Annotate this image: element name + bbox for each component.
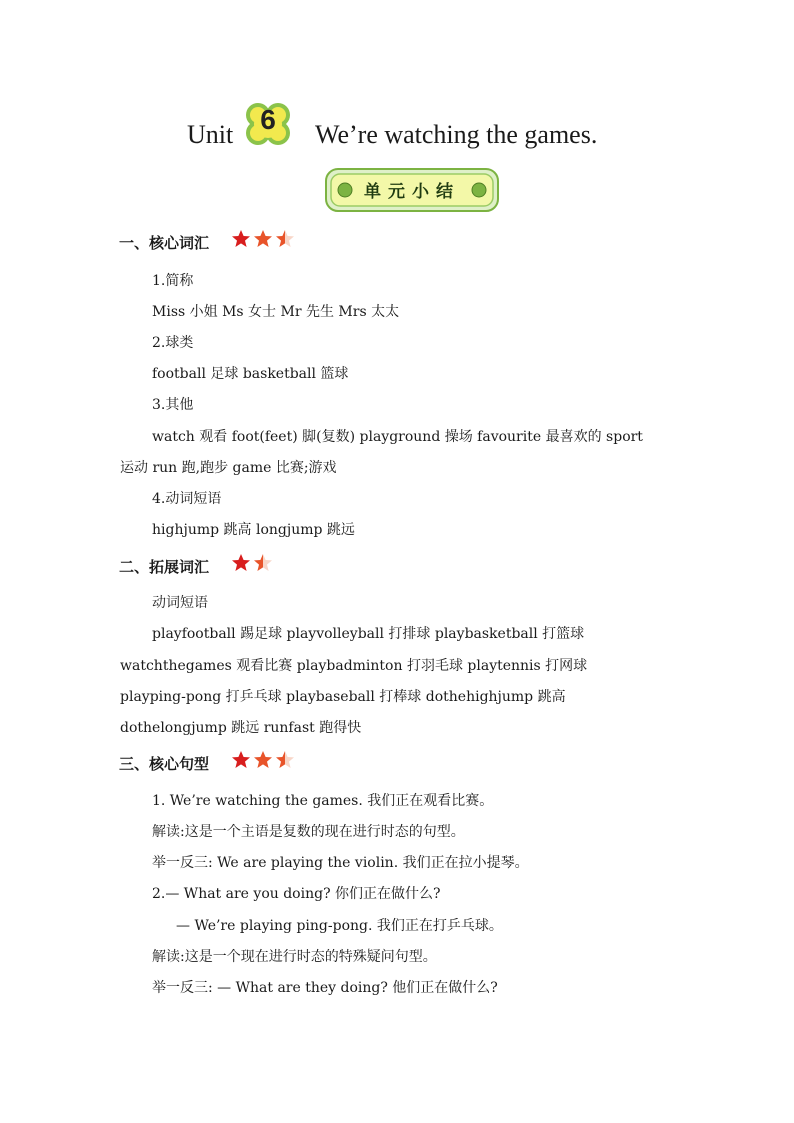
line: 2.球类 [152, 335, 194, 351]
line: 2.— What are you doing? 你们正在做什么? [152, 886, 441, 902]
star-rating [231, 553, 275, 577]
line: — We’re playing ping-pong. 我们正在打乒乓球。 [176, 918, 503, 934]
rating-stars-icon [231, 750, 297, 770]
unit-label: Unit [187, 120, 234, 149]
section-heading-core-vocab: 一、核心词汇 [119, 234, 210, 252]
line: watchthegames 观看比赛 playbadminton 打羽毛球 playtennis 打网球 [120, 658, 588, 674]
unit-headline: We’re watching the games. [315, 120, 598, 149]
unit-number: 6 [260, 104, 276, 135]
line: 举一反三: We are playing the violin. 我们正在拉小提琴。 [152, 855, 529, 871]
rating-stars-icon [231, 229, 297, 249]
line: 4.动词短语 [152, 491, 222, 507]
unit-number-badge [245, 102, 291, 146]
line: playping-pong 打乒乓球 playbaseball 打棒球 dothehighjump 跳高 [120, 689, 566, 705]
line: highjump 跳高 longjump 跳远 [152, 522, 355, 538]
line: 3.其他 [152, 397, 194, 413]
line: playfootball 踢足球 playvolleyball 打排球 playbasketball 打篮球 [152, 626, 585, 642]
line: watch 观看 foot(feet) 脚(复数) playground 操场 favourite 最喜欢的 sport [152, 429, 643, 445]
line: 运动 run 跑,跑步 game 比赛;游戏 [120, 460, 337, 476]
unit-title [0, 100, 794, 170]
line: 1.简称 [152, 273, 194, 289]
line: 动词短语 [152, 595, 208, 611]
line: football 足球 basketball 篮球 [152, 366, 349, 382]
line: 举一反三: — What are they doing? 他们正在做什么? [152, 980, 498, 996]
summary-badge [325, 168, 499, 212]
line: Miss 小姐 Ms 女士 Mr 先生 Mrs 太太 [152, 304, 400, 320]
line: dothelongjump 跳远 runfast 跑得快 [120, 720, 362, 736]
line: 解读:这是一个主语是复数的现在进行时态的句型。 [152, 824, 465, 840]
line: 解读:这是一个现在进行时态的特殊疑问句型。 [152, 949, 437, 965]
star-rating [231, 229, 297, 253]
section-heading-core-sentences: 三、核心句型 [119, 755, 210, 773]
star-rating [231, 750, 297, 774]
rating-stars-icon [231, 553, 275, 573]
summary-badge-label: 单元小结 [364, 182, 460, 202]
section-heading-extended-vocab: 二、拓展词汇 [119, 558, 210, 576]
line: 1. We’re watching the games. 我们正在观看比赛。 [152, 793, 494, 809]
